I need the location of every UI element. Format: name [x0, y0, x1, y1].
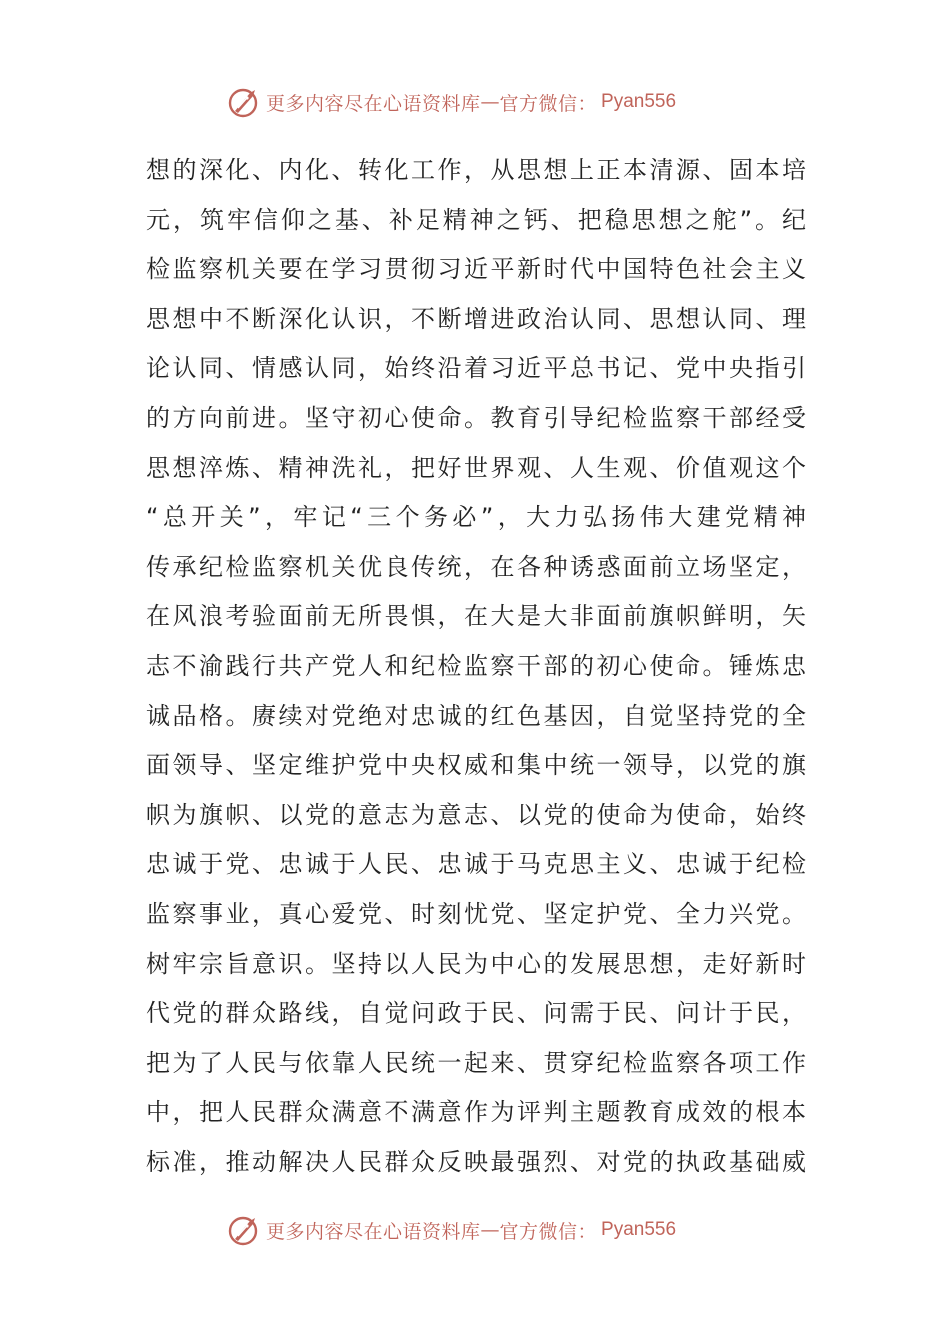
body-line: 传承纪检监察机关优良传统，在各种诱惑面前立场坚定， — [146, 552, 806, 581]
body-line: 论认同、情感认同，始终沿着习近平总书记、党中央指引 — [146, 354, 806, 383]
pen-nib-logo-icon — [226, 1212, 262, 1248]
body-line: 思想淬炼、精神洗礼，把好世界观、人生观、价值观这个 — [146, 453, 806, 482]
body-line: 想的深化、内化、转化工作，从思想上正本清源、固本培 — [146, 156, 806, 184]
body-line: 诚品格。赓续对党绝对忠诚的红色基因，自觉坚持党的全 — [146, 701, 806, 730]
body-line: 检监察机关要在学习贯彻习近平新时代中国特色社会主义 — [146, 255, 806, 284]
body-line: 在风浪考验面前无所畏惧，在大是大非面前旗帜鲜明，矢 — [146, 602, 806, 631]
pen-nib-logo-icon — [226, 84, 262, 120]
body-line: 忠诚于党、忠诚于人民、忠诚于马克思主义、忠诚于纪检 — [146, 850, 806, 879]
body-line: 把为了人民与依靠人民统一起来、贯穿纪检监察各项工作 — [146, 1048, 806, 1077]
banner-text: 更多内容尽在心语资料库 — [266, 92, 481, 115]
body-line: “总开关”，牢记“三个务必”，大力弘扬伟大建党精神 — [146, 503, 806, 532]
wechat-label: 官方微信： — [499, 1220, 598, 1243]
body-line: 面领导、坚定维护党中央权威和集中统一领导，以党的旗 — [146, 751, 806, 780]
body-line: 的方向前进。坚守初心使命。教育引导纪检监察干部经受 — [146, 403, 806, 432]
body-line: 树牢宗旨意识。坚持以人民为中心的发展思想，走好新时 — [146, 949, 806, 978]
wechat-id: Pyan556 — [601, 1219, 677, 1240]
body-line: 监察事业，真心爱党、时刻忧党、坚定护党、全力兴党。 — [146, 899, 806, 928]
document-body — [146, 146, 806, 1187]
body-line: 中，把人民群众满意不满意作为评判主题教育成效的根本 — [146, 1098, 806, 1127]
wechat-id: Pyan556 — [601, 91, 677, 112]
footer-banner — [0, 1210, 950, 1250]
body-line: 帜为旗帜、以党的意志为意志、以党的使命为使命，始终 — [146, 800, 806, 829]
banner-separator: — — [480, 1219, 500, 1241]
body-line: 思想中不断深化认识，不断增进政治认同、思想认同、理 — [146, 304, 806, 333]
body-line: 标准，推动解决人民群众反映最强烈、对党的执政基础威 — [146, 1147, 806, 1176]
body-line: 元，筑牢信仰之基、补足精神之钙、把稳思想之舵”。纪 — [146, 205, 806, 234]
body-line: 志不渝践行共产党人和纪检监察干部的初心使命。锤炼忠 — [146, 651, 806, 680]
body-line: 代党的群众路线，自觉问政于民、问需于民、问计于民， — [146, 999, 806, 1028]
wechat-label: 官方微信： — [499, 92, 598, 115]
banner-text: 更多内容尽在心语资料库 — [266, 1220, 481, 1243]
header-banner — [0, 82, 950, 122]
banner-separator: — — [480, 91, 500, 113]
